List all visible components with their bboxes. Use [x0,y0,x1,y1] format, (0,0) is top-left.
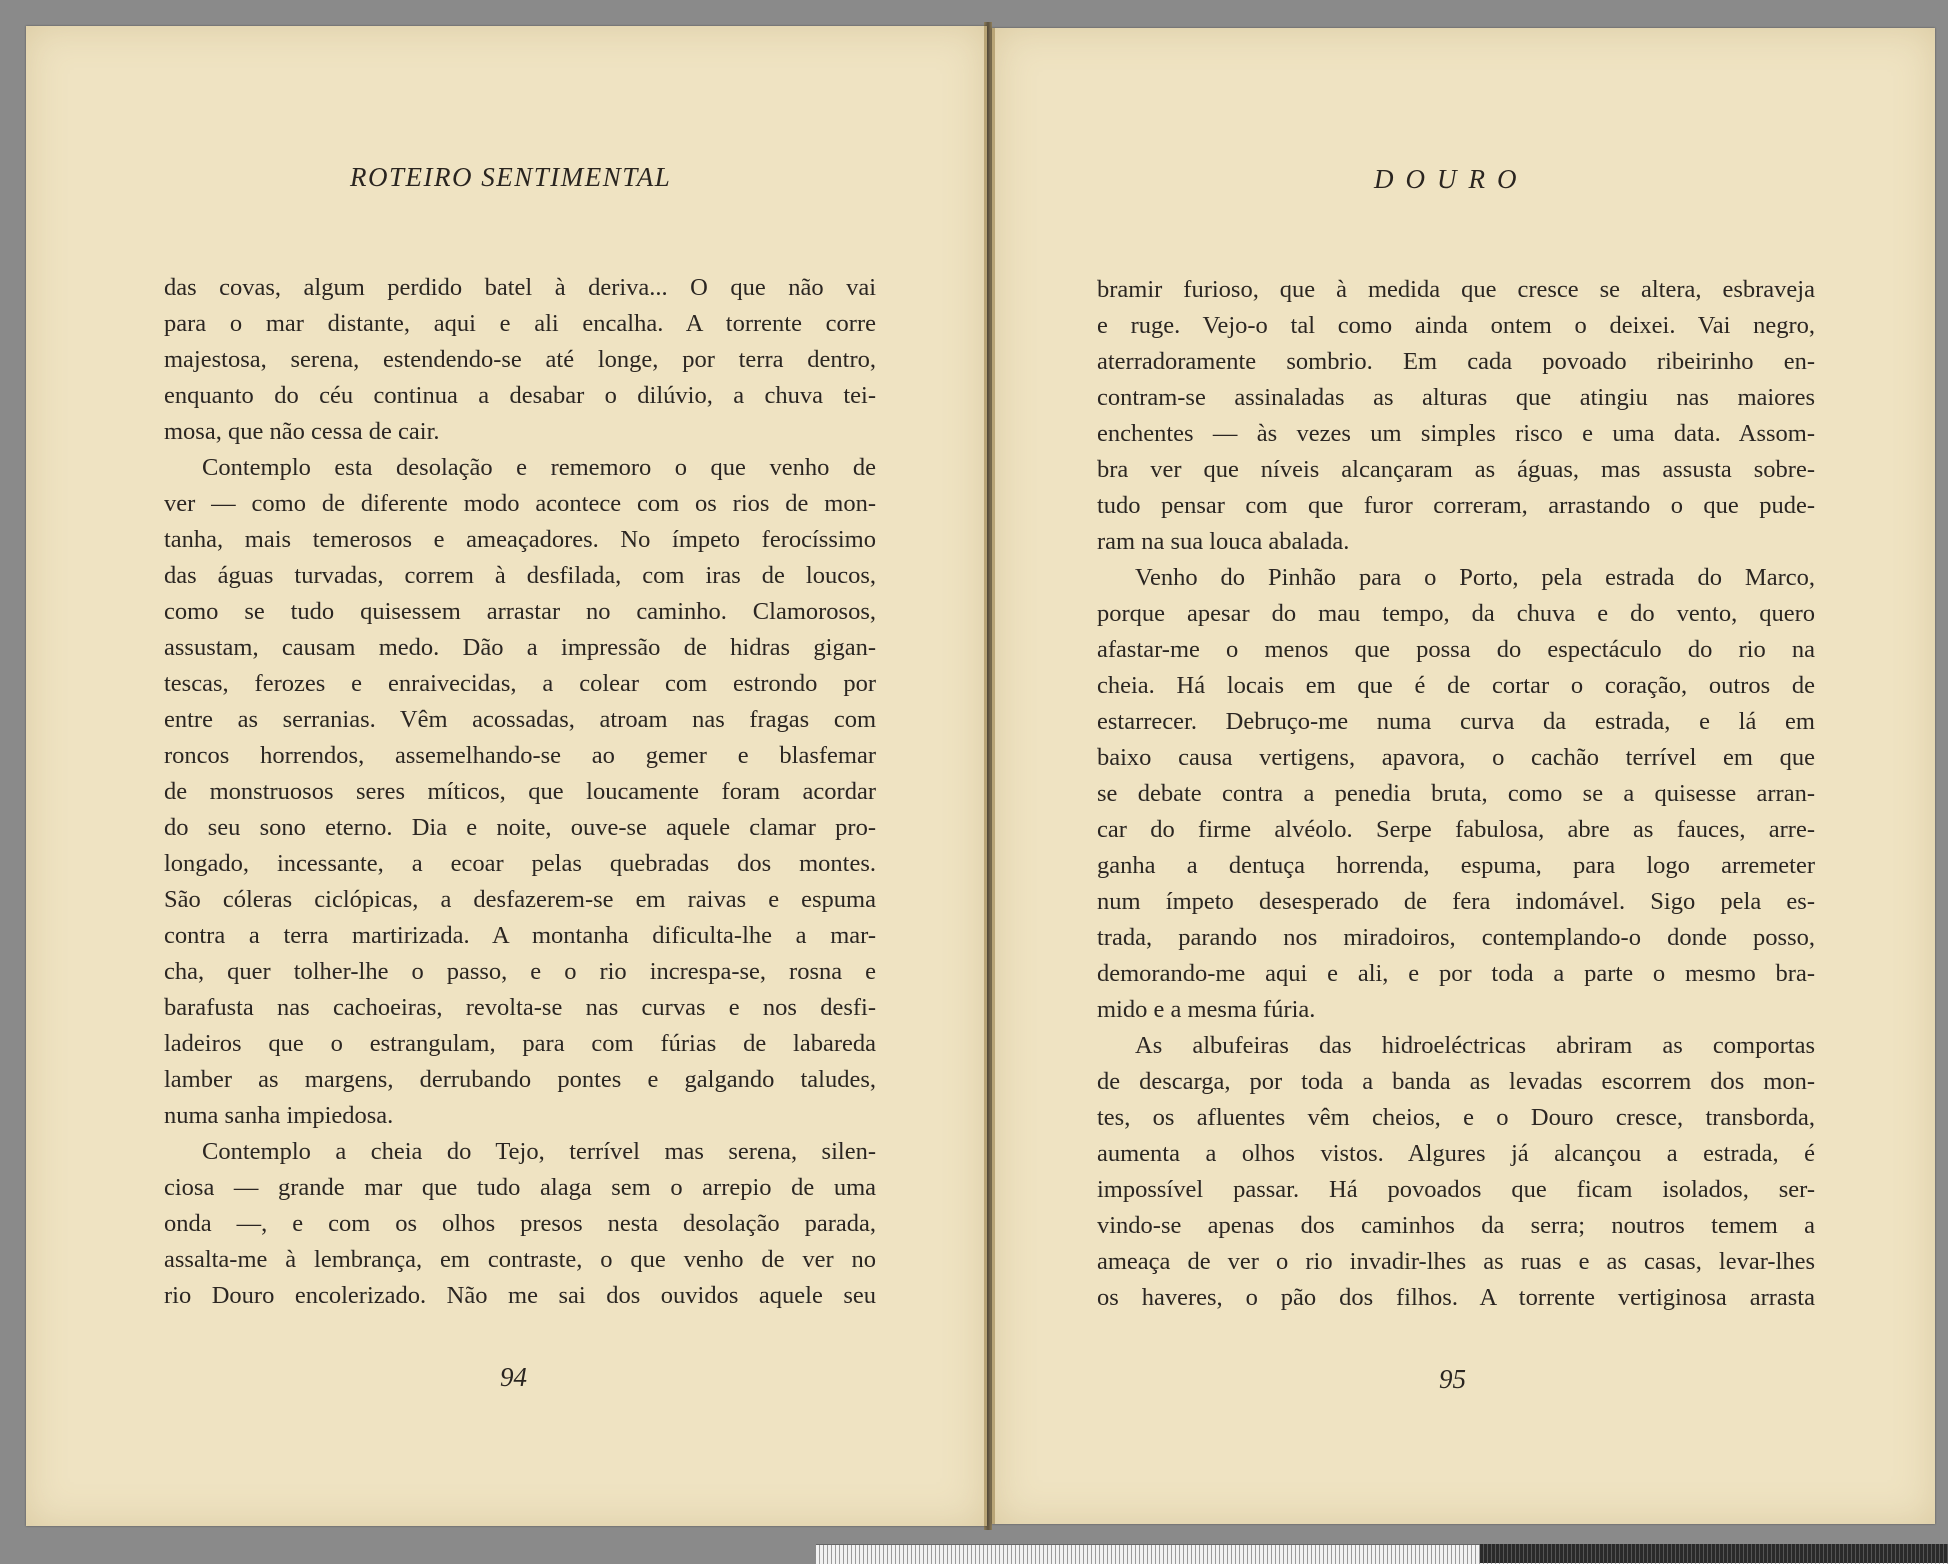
text-line: bramir furioso, que à medida que cresce se altera, esbraveja [1097,276,1815,303]
text-line: aumenta a olhos vistos. Algures já alcançou a estrada, é [1097,1140,1815,1167]
text-line: tescas, ferozes e enraivecidas, a colear com estrondo por [164,670,876,697]
text-line: cheia. Há locais em que é de cortar o coração, outros de [1097,672,1815,699]
right-page [992,28,1935,1524]
text-line: mido e a mesma fúria. [1097,996,1316,1023]
text-line: para o mar distante, aqui e ali encalha. A torrente corre [164,310,876,337]
text-line: majestosa, serena, estendendo-se até longe, por terra dentro, [164,346,876,373]
text-line: lamber as margens, derrubando pontes e galgando taludes, [164,1066,876,1093]
text-line: vindo-se apenas dos caminhos da serra; noutros temem a [1097,1212,1815,1239]
text-line: trada, parando nos miradoiros, contemplando-o donde posso, [1097,924,1815,951]
running-head: DOURO [1374,164,1529,194]
text-line: São cóleras ciclópicas, a desfazerem-se em raivas e espuma [164,886,876,913]
text-line: contram-se assinaladas as alturas que atingiu nas maiores [1097,384,1815,411]
text-line: ganha a dentuça horrenda, espuma, para logo arremeter [1097,852,1815,879]
text-line: das covas, algum perdido batel à deriva... O que não vai [164,274,876,301]
text-line: bra ver que níveis alcançaram as águas, mas assusta sobre- [1097,456,1815,483]
text-line: porque apesar do mau tempo, da chuva e do vento, quero [1097,600,1815,627]
text-line: do seu sono eterno. Dia e noite, ouve-se aquele clamar pro- [164,814,876,841]
text-line: mosa, que não cessa de cair. [164,418,440,445]
text-line: como se tudo quisessem arrastar no caminho. Clamorosos, [164,598,876,625]
text-line: barafusta nas cachoeiras, revolta-se nas curvas e nos desfi- [164,994,876,1021]
text-line: assustam, causam medo. Dão a impressão de hidras gigan- [164,634,876,661]
page-number: 94 [500,1362,527,1392]
scale-ruler-dark-segment [1480,1544,1948,1563]
text-line: de monstruosos seres míticos, que loucamente foram acordar [164,778,876,805]
text-line: ver — como de diferente modo acontece com os rios de mon- [164,490,876,517]
text-line: baixo causa vertigens, apavora, o cachão terrível em que [1097,744,1815,771]
text-line: cha, quer tolher-lhe o passo, e o rio increspa-se, rosna e [164,958,876,985]
text-line: das águas turvadas, correm à desfilada, com iras de loucos, [164,562,876,589]
text-line: tes, os afluentes vêm cheios, e o Douro cresce, transborda, [1097,1104,1815,1131]
text-line: Venho do Pinhão para o Porto, pela estrada do Marco, [1135,564,1815,591]
text-line: enquanto do céu continua a desabar o dilúvio, a chuva tei- [164,382,876,409]
text-line: demorando-me aqui e ali, e por toda a parte o mesmo bra- [1097,960,1815,987]
text-line: os haveres, o pão dos filhos. A torrente vertiginosa arrasta [1097,1284,1815,1311]
text-line: roncos horrendos, assemelhando-se ao gemer e blasfemar [164,742,876,769]
page-number: 95 [1439,1364,1466,1394]
text-line: tanha, mais temerosos e ameaçadores. No ímpeto ferocíssimo [164,526,876,553]
text-line: entre as serranias. Vêm acossadas, atroam nas fragas com [164,706,876,733]
text-line: Contemplo esta desolação e rememoro o que venho de [202,454,876,481]
body-text [164,270,876,1314]
text-line: tudo pensar com que furor correram, arrastando o que pude- [1097,492,1815,519]
text-line: contra a terra martirizada. A montanha dificulta-lhe a mar- [164,922,876,949]
text-line: de descarga, por toda a banda as levadas escorrem dos mon- [1097,1068,1815,1095]
running-head: ROTEIRO SENTIMENTAL [350,162,672,192]
text-line: aterradoramente sombrio. Em cada povoado ribeirinho en- [1097,348,1815,375]
text-line: rio Douro encolerizado. Não me sai dos ouvidos aquele seu [164,1282,876,1309]
left-page [26,26,987,1526]
text-line: num ímpeto desesperado de fera indomável. Sigo pela es- [1097,888,1815,915]
text-line: As albufeiras das hidroeléctricas abriram as comportas [1135,1032,1815,1059]
text-line: estarrecer. Debruço-me numa curva da estrada, e lá em [1097,708,1815,735]
text-line: onda —, e com os olhos presos nesta desolação parada, [164,1210,876,1237]
text-line: impossível passar. Há povoados que ficam isolados, ser- [1097,1176,1815,1203]
text-line: numa sanha impiedosa. [164,1102,394,1129]
body-text [1097,272,1815,1316]
text-line: e ruge. Vejo-o tal como ainda ontem o deixei. Vai negro, [1097,312,1815,339]
text-line: ram na sua louca abalada. [1097,528,1350,555]
text-line: longado, incessante, a ecoar pelas quebradas dos montes. [164,850,876,877]
text-line: ameaça de ver o rio invadir-lhes as ruas e as casas, levar-lhes [1097,1248,1815,1275]
text-line: se debate contra a penedia bruta, como se a quisesse arran- [1097,780,1815,807]
text-line: Contemplo a cheia do Tejo, terrível mas serena, silen- [202,1138,876,1165]
text-line: afastar-me o menos que possa do espectáculo do rio na [1097,636,1815,663]
text-line: ladeiros que o estrangulam, para com fúrias de labareda [164,1030,876,1057]
text-line: assalta-me à lembrança, em contraste, o que venho de ver no [164,1246,876,1273]
text-line: car do firme alvéolo. Serpe fabulosa, abre as fauces, arre- [1097,816,1815,843]
text-line: ciosa — grande mar que tudo alaga sem o arrepio de uma [164,1174,876,1201]
text-line: enchentes — às vezes um simples risco e uma data. Assom- [1097,420,1815,447]
